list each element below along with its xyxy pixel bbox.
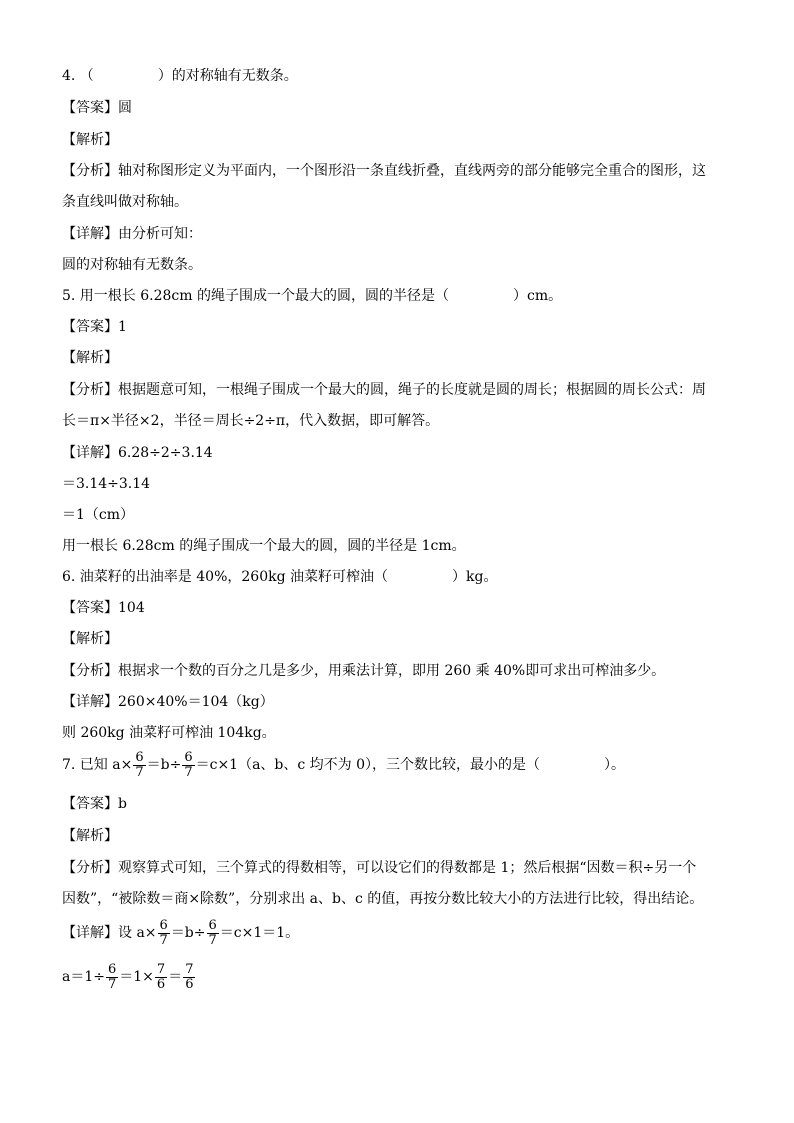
q5-detail-2: ＝3.14÷3.14: [62, 476, 151, 492]
analysis-label: 【分析】: [62, 860, 118, 876]
q6-detail: 【详解】260×40%＝104（kg）: [62, 694, 274, 710]
q6-answer: 【答案】104: [62, 600, 145, 616]
q7-answer: 【答案】b: [62, 796, 127, 812]
q4-jiexi-label: 【解析】: [62, 132, 118, 148]
q4-answer: 【答案】圆: [62, 100, 132, 116]
detail-label: 【详解】: [62, 694, 118, 710]
fraction-seven-sixths: $\frac{7}{6}$: [185, 961, 194, 992]
fraction-seven-sixths: $\frac{7}{6}$: [156, 961, 166, 992]
q7-question: 7. 已知 a× $\frac{6}{7}$ ＝b÷ $\frac{6}{7}$ ＝c×1（a、b、c 均不为 0），三个数比较，最小的是（ ）。: [62, 749, 626, 780]
q5-answer: 【答案】1: [62, 319, 127, 335]
q4-detail: 【详解】由分析可知：: [62, 226, 202, 242]
detail-label: 【详解】: [62, 925, 118, 941]
detail-label: 【详解】: [62, 226, 118, 242]
q6-analysis: 【分析】根据求一个数的百分之几是多少，用乘法计算，即用 260 乘 40%即可求出可榨油多少。: [62, 663, 666, 679]
detail-label: 【详解】: [62, 445, 118, 461]
q7-analysis: 【分析】观察算式可知，三个算式的得数相等，可以设它们的得数都是 1；然后根据“因数＝积÷另一个: [62, 860, 697, 876]
answer-label: 【答案】: [62, 100, 118, 116]
q5-jiexi-label: 【解析】: [62, 350, 118, 366]
fraction-six-sevenths: $\frac{6}{7}$: [208, 917, 217, 948]
q7-detail-2: a＝1÷ $\frac{6}{7}$ ＝1× $\frac{7}{6}$ ＝ $\frac{7}{6}$: [62, 961, 194, 992]
q6-jiexi-label: 【解析】: [62, 631, 118, 647]
q4-question: 4. （ ）的对称轴有无数条。: [62, 68, 298, 84]
q7-jiexi-label: 【解析】: [62, 828, 118, 844]
q4-analysis: 【分析】轴对称图形定义为平面内，一个图形沿一条直线折叠，直线两旁的部分能够完全重合的图形，这: [62, 163, 706, 179]
fraction-six-sevenths: $\frac{6}{7}$: [159, 917, 168, 948]
q5-question: 5. 用一根长 6.28cm 的绳子围成一个最大的圆，圆的半径是（ ）cm。: [62, 288, 563, 304]
answer-label: 【答案】: [62, 600, 118, 616]
q5-detail: 【详解】6.28÷2÷3.14: [62, 445, 213, 461]
q5-detail-4: 用一根长 6.28cm 的绳子围成一个最大的圆，圆的半径是 1cm。: [62, 538, 466, 554]
analysis-label: 【分析】: [62, 663, 118, 679]
q6-question: 6. 油菜籽的出油率是 40%，260kg 油菜籽可榨油（ ）kg。: [62, 569, 498, 585]
q7-detail: 【详解】设 a× $\frac{6}{7}$ ＝b÷ $\frac{6}{7}$ ＝c×1＝1。: [62, 917, 300, 948]
q6-detail-2: 则 260kg 油菜籽可榨油 104kg。: [62, 725, 276, 741]
fraction-six-sevenths: $\frac{6}{7}$: [135, 749, 144, 780]
analysis-label: 【分析】: [62, 163, 118, 179]
q7-analysis-cont: 因数”，“被除数＝商×除数”，分别求出 a、b、c 的值，再按分数比较大小的方法进行比较，得出结论。: [62, 891, 704, 907]
analysis-label: 【分析】: [62, 382, 118, 398]
q5-analysis-cont: 长＝π×半径×2，半径＝周长÷2÷π，代入数据，即可解答。: [62, 413, 440, 429]
answer-label: 【答案】: [62, 796, 118, 812]
q4-detail-2: 圆的对称轴有无数条。: [62, 257, 202, 273]
fraction-six-sevenths: $\frac{6}{7}$: [184, 749, 193, 780]
q5-analysis: 【分析】根据题意可知，一根绳子围成一个最大的圆，绳子的长度就是圆的周长；根据圆的周长公式：周: [62, 382, 706, 398]
answer-label: 【答案】: [62, 319, 118, 335]
fraction-six-sevenths: $\frac{6}{7}$: [107, 961, 117, 992]
q5-detail-3: ＝1（cm）: [62, 507, 135, 523]
q4-analysis-cont: 条直线叫做对称轴。: [62, 194, 188, 210]
